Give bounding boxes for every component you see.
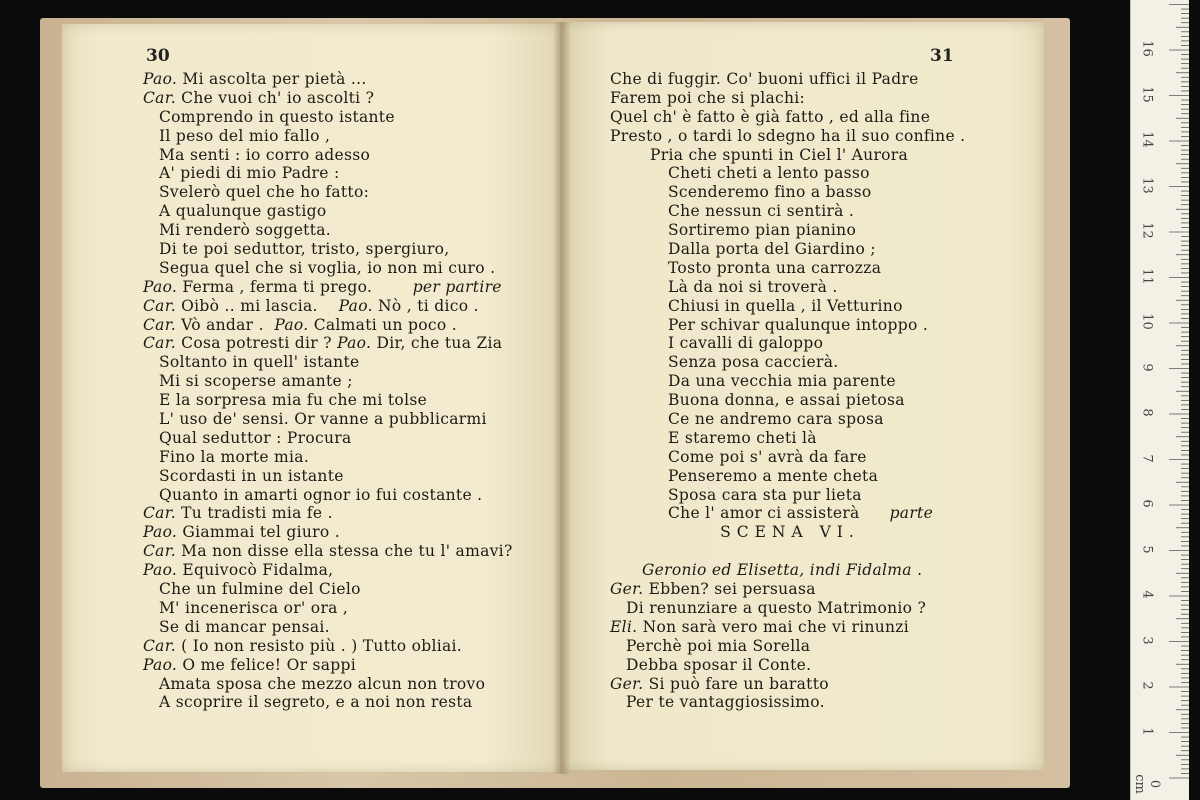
line-text: Penseremo a mente cheta xyxy=(668,466,879,485)
line-text: Si può fare un baratto xyxy=(643,674,829,693)
line-text: Di renunziare a questo Matrimonio ? xyxy=(626,598,927,617)
text-line xyxy=(610,448,1030,467)
text-line xyxy=(143,146,553,165)
line-text: Quel ch' è fatto è già fatto , ed alla fine xyxy=(610,107,931,126)
text-line xyxy=(610,240,1030,259)
ruler-number: 3 xyxy=(1139,635,1155,645)
text-line xyxy=(143,599,553,618)
ruler-number: 9 xyxy=(1139,362,1155,372)
text-line xyxy=(610,202,1030,221)
ruler-number: 7 xyxy=(1139,453,1155,463)
right-page-number: 31 xyxy=(930,46,954,66)
text-line xyxy=(610,259,1030,278)
ruler-number: 15 xyxy=(1139,85,1155,103)
text-line xyxy=(143,523,553,542)
text-line xyxy=(610,580,1030,599)
ruler-number: 13 xyxy=(1139,176,1155,194)
text-line xyxy=(143,448,553,467)
line-text: Chiusi in quella , il Vetturino xyxy=(668,296,903,315)
line-text: Per schivar qualunque intoppo . xyxy=(668,315,929,334)
speaker-name: Pao. xyxy=(337,334,372,353)
text-line xyxy=(143,297,553,316)
ruler-number: 4 xyxy=(1139,590,1155,599)
line-text: ( Io non resisto più . ) Tutto obliai. xyxy=(175,636,463,655)
text-line xyxy=(610,599,1030,618)
line-text: Ebben? sei persuasa xyxy=(643,580,816,599)
text-line xyxy=(610,675,1030,694)
speaker-name: Pao. xyxy=(143,561,178,580)
text-line xyxy=(610,146,1030,165)
text-line xyxy=(143,504,553,523)
speaker-name: Pao. xyxy=(143,655,178,674)
line-text: Ce ne andremo cara sposa xyxy=(668,410,884,429)
line-text: Comprendo in questo istante xyxy=(159,107,395,126)
text-line xyxy=(143,467,553,486)
line-text: I cavalli di galoppo xyxy=(668,334,824,353)
line-text: Qual seduttor : Procura xyxy=(159,428,352,447)
text-line xyxy=(610,618,1030,637)
line-text: Tosto pronta una carrozza xyxy=(668,258,882,277)
stage-direction: parte xyxy=(889,504,934,523)
text-line xyxy=(143,202,553,221)
ruler-number: 1 xyxy=(1139,726,1155,736)
line-text: Se di mancar pensai. xyxy=(159,617,330,636)
ruler-number: 11 xyxy=(1139,267,1155,285)
line-text: E staremo cheti là xyxy=(668,428,817,447)
text-line xyxy=(610,372,1030,391)
speaker-name: Ger. xyxy=(610,580,644,599)
line-text: Che un fulmine del Cielo xyxy=(159,580,361,599)
speaker-name: Car. xyxy=(143,296,176,315)
text-line xyxy=(143,127,553,146)
stage-direction: per partire xyxy=(412,277,502,296)
ruler-number: 12 xyxy=(1139,222,1155,239)
text-line xyxy=(143,108,553,127)
text-line xyxy=(143,486,553,505)
line-text: Sposa cara sta pur lieta xyxy=(668,485,862,504)
line-text: Fino la morte mia. xyxy=(159,447,310,466)
line-text: Mi renderò soggetta. xyxy=(159,221,332,240)
line-text: Soltanto in quell' istante xyxy=(159,353,360,372)
text-line xyxy=(610,656,1030,675)
line-text: Presto , o tardi lo sdegno ha il suo confine . xyxy=(610,126,966,145)
line-text: Che vuoi ch' io ascolti ? xyxy=(175,88,375,107)
text-line xyxy=(143,183,553,202)
text-line xyxy=(610,316,1030,335)
spacer xyxy=(610,542,1030,561)
text-line xyxy=(610,334,1030,353)
line-text: Mi si scoperse amante ; xyxy=(159,372,353,391)
line-text: Di te poi seduttor, tristo, spergiuro, xyxy=(159,240,450,259)
text-line xyxy=(143,240,553,259)
speaker-name: Car. xyxy=(143,636,176,655)
text-line xyxy=(143,278,553,297)
line-text: Che l' amor ci assisterà xyxy=(668,504,860,523)
text-line xyxy=(143,561,553,580)
left-page-text xyxy=(143,70,553,712)
text-line xyxy=(610,467,1030,486)
ruler-number: 16 xyxy=(1139,40,1155,57)
line-text: Vò andar . xyxy=(175,315,275,334)
line-text: Che nessun ci sentirà . xyxy=(668,202,855,221)
line-text: Farem poi che si plachi: xyxy=(610,88,806,107)
text-line xyxy=(610,429,1030,448)
line-text: Oibò .. mi lascia. xyxy=(175,296,339,315)
line-text: O me felice! Or sappi xyxy=(177,655,357,674)
text-line xyxy=(143,372,553,391)
speaker-name: Pao. xyxy=(274,315,309,334)
line-text: Dalla porta del Giardino ; xyxy=(668,240,876,259)
line-text: Che di fuggir. Co' buoni uffici il Padre xyxy=(610,70,919,88)
text-line xyxy=(143,580,553,599)
text-line xyxy=(610,353,1030,372)
speaker-name: Pao. xyxy=(143,523,178,542)
ruler-number: 14 xyxy=(1139,131,1155,148)
book-gutter xyxy=(553,22,571,774)
text-line xyxy=(143,429,553,448)
line-text: Ma non disse ella stessa che tu l' amavi? xyxy=(175,542,513,561)
text-line xyxy=(143,353,553,372)
text-line xyxy=(143,693,553,712)
text-line xyxy=(610,637,1030,656)
speaker-name: Eli. xyxy=(610,617,638,636)
text-line xyxy=(143,89,553,108)
line-text: Pria che spunti in Ciel l' Aurora xyxy=(650,145,909,164)
line-text: Tu tradisti mia fe . xyxy=(175,504,333,523)
speaker-name: Car. xyxy=(143,542,176,561)
line-text: Scordasti in un istante xyxy=(159,466,344,485)
line-text: Da una vecchia mia parente xyxy=(668,372,896,391)
text-line xyxy=(143,164,553,183)
text-line xyxy=(143,70,553,89)
ruler-number: 5 xyxy=(1139,544,1155,554)
line-text: Nò , ti dico . xyxy=(372,296,479,315)
text-line xyxy=(610,693,1030,712)
line-text: M' incenerisca or' ora , xyxy=(159,598,349,617)
line-text: Sortiremo pian pianino xyxy=(668,221,857,240)
speaker-name: Ger. xyxy=(610,674,644,693)
line-text: Buona donna, e assai pietosa xyxy=(668,391,905,410)
text-line xyxy=(610,127,1030,146)
text-line xyxy=(610,486,1030,505)
ruler-number: 6 xyxy=(1139,499,1155,508)
line-text: Cheti cheti a lento passo xyxy=(668,164,870,183)
line-text: Là da noi si troverà . xyxy=(668,277,838,296)
ruler-number: 10 xyxy=(1139,313,1155,330)
text-line xyxy=(143,334,553,353)
ruler-number: 0 cm xyxy=(1132,774,1162,794)
speaker-name: Pao. xyxy=(143,70,178,88)
text-line xyxy=(610,183,1030,202)
speaker-name: Car. xyxy=(143,315,176,334)
text-line xyxy=(610,410,1030,429)
line-text: A qualunque gastigo xyxy=(159,202,327,221)
line-text: Ma senti : io corro adesso xyxy=(159,145,371,164)
line-text: Come poi s' avrà da fare xyxy=(668,447,867,466)
left-page-number: 30 xyxy=(146,46,170,66)
text-line xyxy=(610,221,1030,240)
text-line xyxy=(610,89,1030,108)
line-text: Ferma , ferma ti prego. xyxy=(177,277,383,296)
line-text: L' uso de' sensi. Or vanne a pubblicarmi xyxy=(159,410,487,429)
text-line xyxy=(143,316,553,335)
text-line xyxy=(143,675,553,694)
line-text: Mi ascolta per pietà ... xyxy=(177,70,367,88)
line-text: Calmati un poco . xyxy=(308,315,457,334)
line-text: Scenderemo fino a basso xyxy=(668,183,872,202)
text-line xyxy=(143,410,553,429)
scene-characters: Geronio ed Elisetta, indi Fidalma . xyxy=(642,561,923,580)
line-text: E la sorpresa mia fu che mi tolse xyxy=(159,391,428,410)
line-text: Non sarà vero mai che vi rinunzi xyxy=(637,617,910,636)
right-page-text xyxy=(610,70,1030,712)
speaker-name: Car. xyxy=(143,504,176,523)
text-line xyxy=(143,656,553,675)
text-line xyxy=(143,221,553,240)
ruler-number: 2 xyxy=(1139,681,1155,690)
line-text: Senza posa caccierà. xyxy=(668,353,839,372)
line-text: Cosa potresti dir ? xyxy=(175,334,338,353)
line-text: Quanto in amarti ognor io fui costante . xyxy=(159,485,483,504)
line-text: Giammai tel giuro . xyxy=(177,523,340,542)
speaker-name: Car. xyxy=(143,88,176,107)
speaker-name: Car. xyxy=(143,334,176,353)
text-line xyxy=(610,278,1030,297)
line-text: Dir, che tua Zia xyxy=(371,334,503,353)
text-line xyxy=(143,637,553,656)
line-text: Debba sposar il Conte. xyxy=(626,655,812,674)
line-text: A scoprire il segreto, e a noi non resta xyxy=(159,693,473,712)
text-line xyxy=(143,618,553,637)
text-line xyxy=(610,164,1030,183)
text-line xyxy=(143,259,553,278)
line-text: Per te vantaggiosissimo. xyxy=(626,693,825,712)
line-text: Amata sposa che mezzo alcun non trovo xyxy=(159,674,486,693)
line-text: Il peso del mio fallo , xyxy=(159,126,331,145)
text-line xyxy=(143,542,553,561)
speaker-name: Pao. xyxy=(143,277,178,296)
ruler-number: 8 xyxy=(1139,408,1155,417)
scene-heading: SCENA VI. xyxy=(720,523,860,542)
text-line xyxy=(610,297,1030,316)
text-line xyxy=(610,391,1030,410)
text-line xyxy=(610,70,1030,89)
text-line xyxy=(610,504,1030,523)
speaker-name: Pao. xyxy=(338,296,373,315)
line-text: A' piedi di mio Padre : xyxy=(159,164,340,183)
line-text: Segua quel che si voglia, io non mi curo . xyxy=(159,258,496,277)
text-line xyxy=(610,108,1030,127)
line-text: Svelerò quel che ho fatto: xyxy=(159,183,370,202)
measuring-ruler xyxy=(1130,0,1189,800)
line-text: Equivocò Fidalma, xyxy=(177,561,334,580)
line-text: Perchè poi mia Sorella xyxy=(626,636,811,655)
text-line xyxy=(143,391,553,410)
